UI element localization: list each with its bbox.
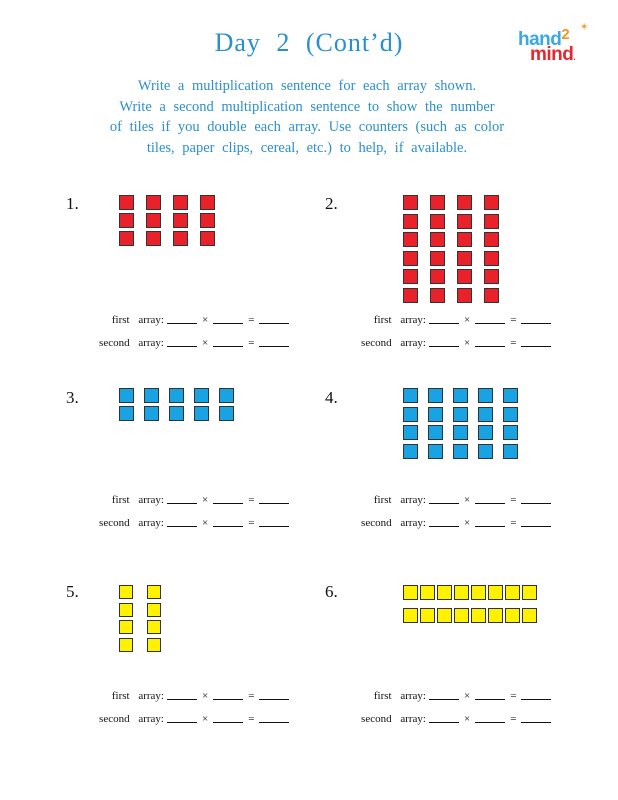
tile [169,406,184,421]
instruction-line: Write a second multiplication sentence to show the number [119,98,495,115]
factor-blank[interactable] [475,690,505,700]
first-array-label: first array: [373,494,426,506]
tile [403,251,418,266]
tile [478,388,493,403]
tile [200,195,215,210]
first-array-answer [80,690,292,702]
product-blank[interactable] [521,690,551,700]
tile [119,213,134,228]
first-array-answer [80,314,292,326]
product-blank[interactable] [521,517,551,527]
first-array-answer [342,314,554,326]
tile [119,406,134,421]
tile [430,288,445,303]
tile [147,620,161,634]
tile [200,213,215,228]
equals-sign: = [248,690,255,702]
tile [119,231,134,246]
factor-blank[interactable] [213,713,243,723]
times-sign: × [202,713,209,725]
tile [403,214,418,229]
tile [403,608,418,623]
tile [194,388,209,403]
instruction-line: of tiles if you double each array. Use counters (such as color [109,119,505,135]
second-array-label: second array: [361,337,426,349]
tile [146,195,161,210]
equals-sign: = [248,713,255,725]
tile [478,425,493,440]
problem-number: 4. [325,388,338,407]
logo-text-2: 2 [561,26,570,43]
tile [219,388,234,403]
tile [437,585,452,600]
tile [488,608,503,623]
tile [146,231,161,246]
tile [147,638,161,652]
tile [420,608,435,623]
tile [457,195,472,210]
tile [453,388,468,403]
times-sign: × [202,690,209,702]
times-sign: × [464,337,471,349]
tile [144,406,159,421]
equals-sign: = [510,517,517,529]
equals-sign: = [510,690,517,702]
tile [430,232,445,247]
tile [453,425,468,440]
tile [484,288,499,303]
tile [454,585,469,600]
first-array-answer [80,494,292,506]
second-array-label: second array: [99,517,164,529]
tile [488,585,503,600]
tile [428,407,443,422]
instruction-line: Write a multiplication sentence for each array shown. [137,78,477,94]
factor-blank[interactable] [213,494,243,504]
tile [119,603,133,617]
equals-sign: = [248,494,255,506]
second-array-label: second array: [99,337,164,349]
tile [119,195,134,210]
tile [428,444,443,459]
tile [471,608,486,623]
tile [146,213,161,228]
tile [144,388,159,403]
product-blank[interactable] [521,314,551,324]
factor-blank[interactable] [475,314,505,324]
equals-sign: = [510,494,517,506]
hand2mind-logo [518,22,598,70]
logo-text-hand: hand [518,29,562,50]
factor-blank[interactable] [429,713,459,723]
tile [505,585,520,600]
product-blank[interactable] [521,713,551,723]
tile [484,232,499,247]
tile [437,608,452,623]
tile [503,444,518,459]
tile [173,195,188,210]
tile [403,232,418,247]
problem-number: 2. [325,194,338,213]
factor-blank[interactable] [213,314,243,324]
product-blank[interactable] [259,337,289,347]
factor-blank[interactable] [167,713,197,723]
factor-blank[interactable] [429,337,459,347]
tile [471,585,486,600]
product-blank[interactable] [259,494,289,504]
tile [169,388,184,403]
factor-blank[interactable] [475,517,505,527]
equals-sign: = [510,337,517,349]
tile [428,388,443,403]
factor-blank[interactable] [429,517,459,527]
product-blank[interactable] [521,494,551,504]
tile [484,214,499,229]
times-sign: × [202,494,209,506]
first-array-label: first array: [111,494,164,506]
factor-blank[interactable] [475,337,505,347]
factor-blank[interactable] [429,494,459,504]
factor-blank[interactable] [167,337,197,347]
tile [484,269,499,284]
tile [403,444,418,459]
tile [453,444,468,459]
times-sign: × [202,517,209,529]
tile [403,425,418,440]
factor-blank[interactable] [429,690,459,700]
instruction-line: tiles, paper clips, cereal, etc.) to help, if available. [146,139,468,156]
tile [403,288,418,303]
tile [430,269,445,284]
times-sign: × [464,494,471,506]
first-array-answer [342,690,554,702]
tile [194,406,209,421]
product-blank[interactable] [521,337,551,347]
first-array-label: first array: [111,690,164,702]
second-array-label: second array: [361,517,426,529]
logo-spark-icon: ✶ [580,22,589,33]
factor-blank[interactable] [475,713,505,723]
tile [457,269,472,284]
page-title: Day 2 (Cont’d) [214,28,404,57]
equals-sign: = [248,517,255,529]
second-array-label: second array: [361,713,426,725]
times-sign: × [464,690,471,702]
tile [430,251,445,266]
tile [403,195,418,210]
first-array-answer [342,494,554,506]
tile [522,608,537,623]
tile [403,388,418,403]
tile [457,214,472,229]
product-blank[interactable] [259,690,289,700]
first-array-label: first array: [373,314,426,326]
tile [503,388,518,403]
tile [478,444,493,459]
second-array-label: second array: [99,713,164,725]
tile [403,269,418,284]
factor-blank[interactable] [167,494,197,504]
second-array-answer [80,337,292,349]
tile [505,608,520,623]
second-array-answer [80,517,292,529]
product-blank[interactable] [259,517,289,527]
equals-sign: = [248,337,255,349]
tile [119,620,133,634]
logo-text-mind: mind [530,44,574,65]
second-array-answer [342,337,554,349]
problem-number: 1. [66,194,79,213]
problem-number: 6. [325,582,338,601]
times-sign: × [202,314,209,326]
tile [430,195,445,210]
tile [403,585,418,600]
tile [219,406,234,421]
equals-sign: = [248,314,255,326]
tile [430,214,445,229]
tile [457,251,472,266]
times-sign: × [202,337,209,349]
problem-number: 5. [66,582,79,601]
tile [173,213,188,228]
factor-blank[interactable] [167,314,197,324]
tile [147,603,161,617]
times-sign: × [464,713,471,725]
product-blank[interactable] [259,713,289,723]
tile [403,407,418,422]
tile [484,251,499,266]
tile [119,585,133,599]
tile [484,195,499,210]
factor-blank[interactable] [167,690,197,700]
tile [119,638,133,652]
tile [503,407,518,422]
tile [478,407,493,422]
tile [420,585,435,600]
problem-number: 3. [66,388,79,407]
instructions [62,76,552,158]
tile [173,231,188,246]
equals-sign: = [510,713,517,725]
equals-sign: = [510,314,517,326]
second-array-answer [342,517,554,529]
factor-blank[interactable] [213,517,243,527]
second-array-answer [342,713,554,725]
tile [119,388,134,403]
tile [457,232,472,247]
tile [457,288,472,303]
first-array-label: first array: [111,314,164,326]
factor-blank[interactable] [429,314,459,324]
product-blank[interactable] [259,314,289,324]
tile [453,407,468,422]
factor-blank[interactable] [213,337,243,347]
tile [522,585,537,600]
tile [147,585,161,599]
tile [503,425,518,440]
tile [454,608,469,623]
factor-blank[interactable] [475,494,505,504]
first-array-label: first array: [373,690,426,702]
factor-blank[interactable] [213,690,243,700]
times-sign: × [464,517,471,529]
second-array-answer [80,713,292,725]
times-sign: × [464,314,471,326]
logo-text-dot: . [573,53,576,62]
tile [200,231,215,246]
tile [428,425,443,440]
factor-blank[interactable] [167,517,197,527]
